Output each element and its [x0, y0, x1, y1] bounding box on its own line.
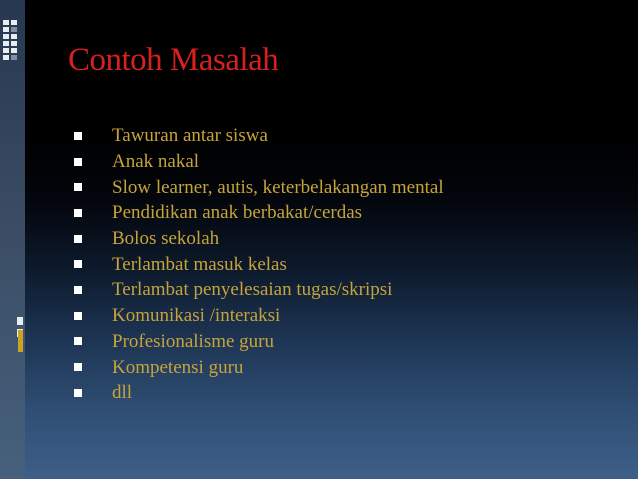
bullet-item — [74, 174, 444, 200]
gold-accent-bar — [18, 330, 23, 352]
square-bullet-icon — [74, 235, 82, 243]
square-bullet-icon — [74, 158, 82, 166]
bullet-item — [74, 329, 444, 355]
bullet-item — [74, 380, 444, 406]
bullet-item — [74, 200, 444, 226]
left-decorative-bar — [0, 0, 25, 479]
square-bullet-icon — [74, 183, 82, 191]
bullet-text: Bolos sekolah — [112, 228, 220, 250]
bullet-text: Tawuran antar siswa — [112, 125, 268, 147]
bullet-text: Slow learner, autis, keterbelakangan mental — [112, 176, 444, 198]
bullet-item — [74, 123, 444, 149]
grid-decoration-icon — [3, 20, 17, 60]
bullet-text: Komunikasi /interaksi — [112, 305, 281, 327]
square-bullet-icon — [74, 286, 82, 294]
bullet-text: Pendidikan anak berbakat/cerdas — [112, 202, 363, 224]
slide-title: Contoh Masalah — [68, 42, 279, 78]
bullet-text: dll — [112, 382, 133, 404]
bullet-item — [74, 303, 444, 329]
bullet-text: Terlambat penyelesaian tugas/skripsi — [112, 279, 393, 301]
bullet-item — [74, 277, 444, 303]
bullet-list — [74, 123, 444, 406]
square-bullet-icon — [74, 389, 82, 397]
square-bullet-icon — [74, 260, 82, 268]
bullet-item — [74, 354, 444, 380]
square-bullet-icon — [74, 363, 82, 371]
bullet-item — [74, 149, 444, 175]
square-bullet-icon — [74, 209, 82, 217]
bullet-text: Kompetensi guru — [112, 356, 244, 378]
bullet-text: Profesionalisme guru — [112, 330, 275, 352]
square-bullet-icon — [74, 312, 82, 320]
bullet-item — [74, 226, 444, 252]
bullet-text: Anak nakal — [112, 151, 200, 173]
square-bullet-icon — [74, 337, 82, 345]
bullet-text: Terlambat masuk kelas — [112, 253, 287, 275]
bullet-item — [74, 251, 444, 277]
square-bullet-icon — [74, 132, 82, 140]
